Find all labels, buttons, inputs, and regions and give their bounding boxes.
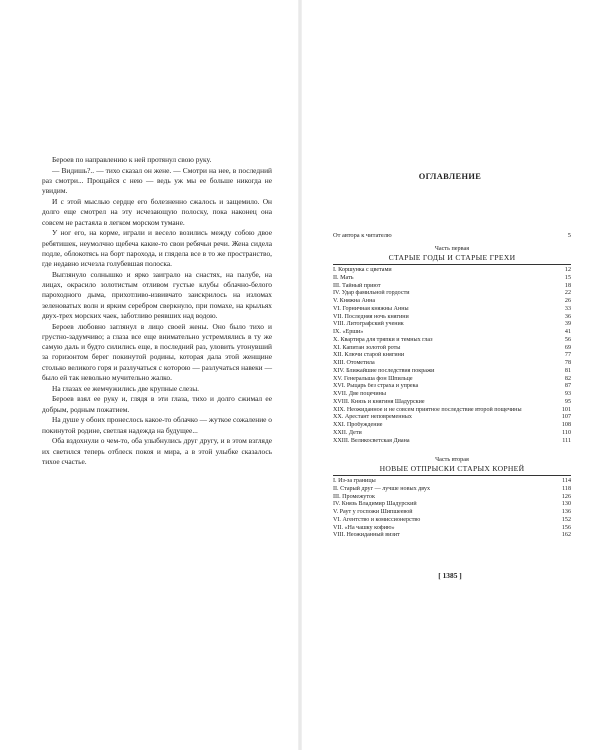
toc-entry-page: 78: [564, 360, 571, 366]
toc-entry-title: IV. Удар фамильной гордости: [333, 290, 410, 297]
paragraph: Бероев взял ее руку и, глядя в эти глаза, тихо и долго сжимал ее добрым, родным пожатием.: [42, 394, 272, 414]
toc-entry-page: 18: [564, 282, 571, 289]
paragraph: На душе у обоих пронеслось какое-то облачко — жуткое сожаление о покинутой родине, светлая надежда на будущее...: [42, 415, 272, 435]
toc-entry-title: I. Из-за границы: [333, 478, 376, 484]
toc-entry[interactable]: [333, 267, 571, 275]
toc-entry-title: IX. «Ерши»: [333, 329, 364, 335]
toc-entry-page: 114: [562, 478, 571, 484]
toc-entry-title: XIX. Неожиданное и не совсем приятное последствие второй пощечины: [333, 406, 522, 413]
toc-entry-title: V. Раут у госпожи Шипшеевой: [333, 509, 413, 515]
toc-entry-title: VIII. Неожиданный визит: [333, 532, 400, 539]
toc-entry[interactable]: [333, 494, 571, 502]
toc-entry[interactable]: [333, 399, 571, 407]
part1-rule: [333, 264, 571, 265]
toc-entry[interactable]: [333, 517, 571, 525]
preface-page: 5: [567, 232, 571, 239]
toc-entry-page: 126: [561, 493, 571, 500]
toc-entry[interactable]: [333, 391, 571, 399]
toc-entry-page: 22: [564, 290, 571, 297]
toc-entry-title: V. Княжна Анна: [333, 298, 376, 304]
toc-entry-title: X. Квартира для тряпки и темных глаз: [333, 336, 433, 343]
toc-entry-title: XXI. Пробуждение: [333, 422, 383, 428]
toc-entry[interactable]: [333, 314, 571, 322]
toc-entry[interactable]: [333, 352, 571, 360]
part1-chapter-list: [333, 267, 571, 445]
paragraph: — Видишь?.. — тихо сказал он жене. — Смотри на нее, в последний раз смотри... Прощайся с нею — ведь уж мы ее больше никогда не увидим.: [42, 165, 272, 196]
toc-entry-page: 69: [564, 344, 571, 351]
toc-entry-title: VI. Агентство и комиссионерство: [333, 516, 421, 523]
toc-entry-title: XIV. Ближайшие последствия покражи: [333, 367, 435, 374]
toc-entry-page: 15: [564, 274, 571, 281]
toc-entry-page: 136: [561, 509, 571, 515]
paragraph: Бероев по направлению к ней протянул свою руку.: [52, 155, 212, 164]
paragraph: Выглянуло солнышко и ярко заиграло на снастях, на палубе, на лицах, окрасило золотистым отливом густые клубы облачно-белого пароходного дыма, прихотливо-извивчато заискрилось на изломах зеленоватых волн и ярким серебром сверкнуло, при помахе, на крыльях двух-трех морских чаек, заботливо реявших над водою.: [42, 269, 272, 320]
toc-entry-page: 33: [564, 305, 571, 312]
toc-entry[interactable]: [333, 275, 571, 283]
preface-title: От автора к читателю: [333, 232, 392, 239]
toc-title: ОГЛАВЛЕНИЕ: [418, 172, 482, 181]
toc-entry-page: 87: [564, 383, 571, 390]
toc-entry[interactable]: [333, 383, 571, 391]
part2-label: Часть вторая: [435, 456, 469, 463]
toc-entry-page: 82: [564, 375, 571, 382]
toc-entry[interactable]: [333, 306, 571, 314]
toc-entry-title: XXIII. Великосветская Диана: [333, 437, 410, 444]
toc-entry-page: 156: [561, 524, 571, 531]
toc-entry-page: 41: [564, 329, 571, 335]
toc-entry-title: VI. Горничная княжны Анны: [333, 305, 409, 312]
part2-title: НОВЫЕ ОТПРЫСКИ СТАРЫХ КОРНЕЙ: [379, 464, 525, 473]
toc-entry[interactable]: [333, 345, 571, 353]
part2-rule: [333, 475, 571, 476]
toc-entry-title: IV. Князь Владимир Шадурский: [333, 501, 417, 508]
toc-entry[interactable]: [333, 329, 571, 337]
toc-entry[interactable]: [333, 438, 571, 446]
toc-entry-page: 36: [564, 313, 571, 320]
toc-entry-title: XXII. Дети: [333, 429, 362, 436]
toc-entry[interactable]: [333, 407, 571, 415]
toc-entry-title: XVIII. Князь и княгиня Шадурские: [333, 398, 425, 405]
toc-entry-page: 39: [564, 321, 571, 328]
toc-entry-title: XVI. Рыцарь без страха и упрека: [333, 383, 419, 390]
part1-label: Часть первая: [434, 245, 470, 252]
toc-entry[interactable]: [333, 368, 571, 376]
toc-entry-title: I. Коршунка с цветами: [333, 267, 392, 273]
toc-entry[interactable]: [333, 486, 571, 494]
toc-preface[interactable]: [333, 232, 571, 239]
toc-entry-page: 26: [564, 298, 571, 304]
toc-entry-page: 162: [561, 532, 571, 539]
toc-entry[interactable]: [333, 509, 571, 517]
part2-chapter-list: [333, 478, 571, 540]
toc-entry-page: 81: [564, 367, 571, 374]
toc-entry-title: III. Промежуток: [333, 493, 375, 500]
toc-entry-page: 93: [564, 391, 571, 397]
toc-entry-page: 118: [562, 485, 571, 492]
toc-entry[interactable]: [333, 532, 571, 540]
paragraph: И с этой мыслью сердце его болезненно сжалось и защемило. Он долго еще смотрел на эту исчезающую полоску, пока наконец она совсем не растаяла в легком морском тумане.: [42, 197, 272, 227]
toc-entry-title: XI. Капитан золотой роты: [333, 344, 401, 351]
toc-entry[interactable]: [333, 360, 571, 368]
toc-entry-page: 56: [564, 336, 571, 343]
toc-entry[interactable]: [333, 478, 571, 486]
toc-entry-title: XVII. Две поцечины: [333, 391, 386, 397]
toc-entry-page: 77: [564, 352, 571, 359]
toc-entry-page: 108: [561, 422, 571, 428]
paragraph: У ног его, на корме, играли и весело возились между собою двое ребятишек, неумолчно щебеча какие-то свои ребячьи речи. Жена сидела подле, облокотясь на борт парохода, и глядела все в то же пространство, где недавно исчезла голубевшая полоска.: [42, 228, 272, 268]
toc-entry-title: XV. Генеральша фон Шпильце: [333, 375, 413, 382]
toc-entry-page: 107: [561, 414, 571, 421]
toc-entry-page: 111: [562, 437, 571, 444]
toc-entry-page: 95: [564, 398, 571, 405]
toc-entry-title: XIII. Отометила: [333, 360, 375, 366]
toc-entry-title: VII. «На чашку кофию»: [333, 524, 395, 531]
toc-entry[interactable]: [333, 430, 571, 438]
toc-entry[interactable]: [333, 337, 571, 345]
toc-entry-page: 130: [561, 501, 571, 508]
toc-entry[interactable]: [333, 321, 571, 329]
toc-entry-title: III. Тайный приют: [333, 282, 381, 289]
toc-entry[interactable]: [333, 501, 571, 509]
toc-entry-page: 12: [564, 267, 571, 273]
toc-entry-title: II. Мать: [333, 274, 354, 281]
toc-entry-title: XII. Ключи старой княгини: [333, 352, 405, 359]
toc-entry[interactable]: [333, 290, 571, 298]
toc-entry[interactable]: [333, 422, 571, 430]
paragraph: Бероев любовно заглянул в лицо своей жены. Оно было тихо и грустно-задумчиво; а глаза все еще внимательно устремлялись в ту же самую даль и будто силились еще, в последний раз, уловить утонувший за горизонтом берег покинутой родины, которая дала этой женщине столько великого горя и разлучаться с которою — разлучаться навеки — было ей так невольно мучительно жалко.: [42, 321, 272, 382]
toc-entry[interactable]: [333, 283, 571, 291]
toc-entry-title: II. Старый друг — лучше новых двух: [333, 485, 430, 492]
story-text: [42, 155, 272, 468]
paragraph: Оба вздохнули о чем-то, оба улыбнулись друг другу, и в этом взгляде их светился теперь отблеск покоя и мира, а в этой улыбке сказалось тихое счастье.: [42, 436, 272, 466]
toc-entry-page: 110: [562, 429, 571, 436]
part1-title: СТАРЫЕ ГОДЫ И СТАРЫЕ ГРЕХИ: [388, 253, 516, 262]
page-number: [ 1385 ]: [438, 571, 462, 580]
toc-entry[interactable]: [333, 525, 571, 533]
toc-entry-page: 152: [561, 516, 571, 523]
toc-entry[interactable]: [333, 298, 571, 306]
toc-entry-page: 101: [561, 406, 571, 413]
toc-entry-title: VIII. Литографский ученик: [333, 321, 404, 328]
toc-entry-title: XX. Арестант неповременных: [333, 414, 412, 421]
toc-entry[interactable]: [333, 414, 571, 422]
paragraph: На глазах ее жемчужились две крупные слезы.: [52, 383, 200, 393]
toc-entry-title: VII. Последняя ночь княгини: [333, 313, 409, 320]
toc-entry[interactable]: [333, 376, 571, 384]
